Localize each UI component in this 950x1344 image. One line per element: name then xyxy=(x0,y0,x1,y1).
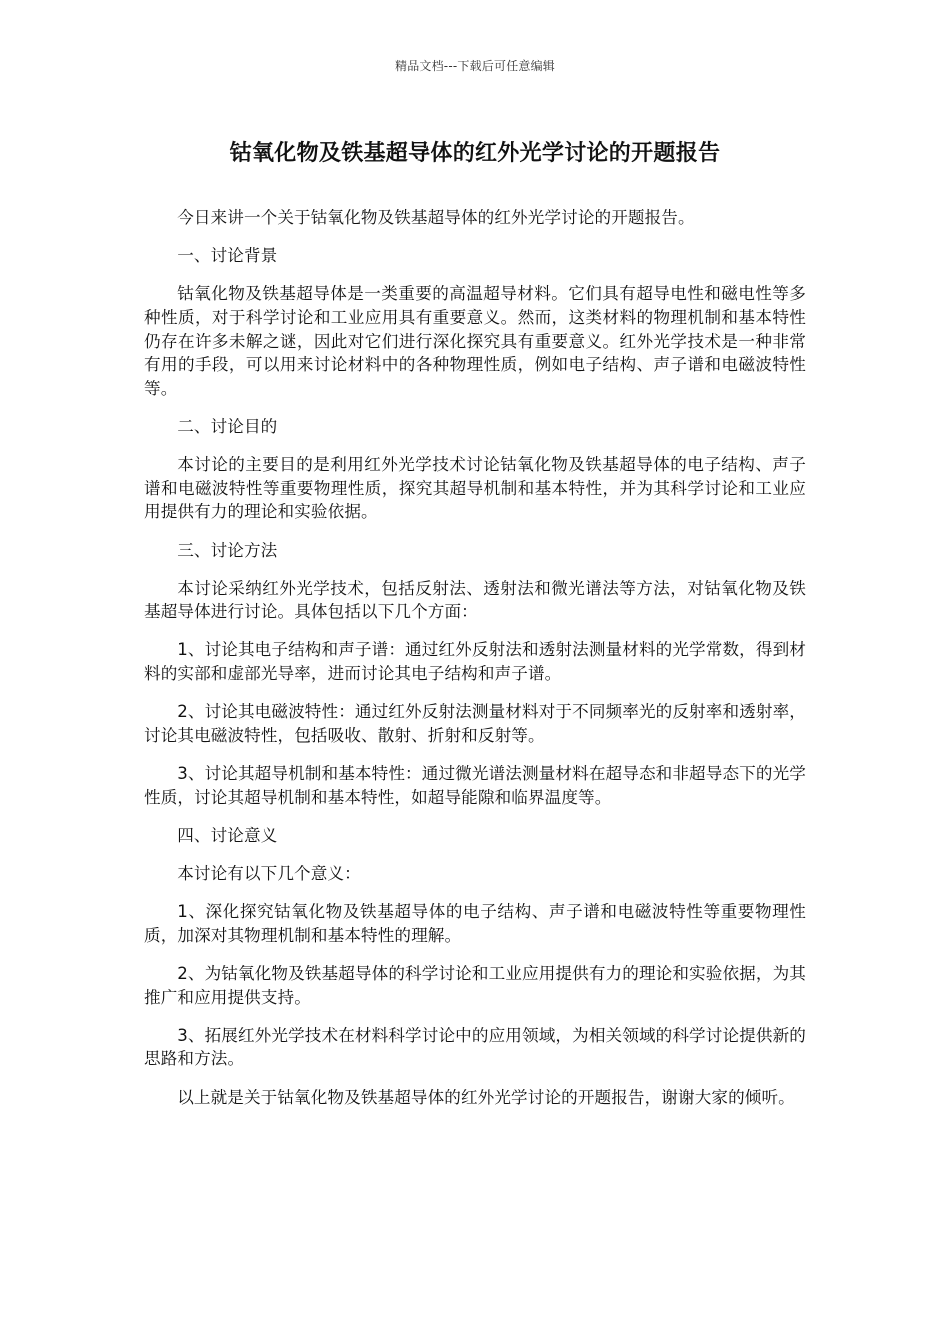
method-item-2: 2、讨论其电磁波特性：通过红外反射法测量材料对于不同频率光的反射率和透射率，讨论其电磁波特性，包括吸收、散射、折射和反射等。 xyxy=(144,702,806,745)
significance-item-2: 2、为钴氧化物及铁基超导体的科学讨论和工业应用提供有力的理论和实验依据，为其推广和应用提供支持。 xyxy=(144,963,806,1007)
method-paragraph: 本讨论采纳红外光学技术，包括反射法、透射法和微光谱法等方法，对钴氧化物及铁基超导体进行讨论。具体包括以下几个方面： xyxy=(144,578,806,622)
significance-item-1: 1、深化探究钴氧化物及铁基超导体的电子结构、声子谱和电磁波特性等重要物理性质，加深对其物理机制和基本特性的理解。 xyxy=(144,902,806,945)
section-heading-purpose: 二、讨论目的 xyxy=(177,416,278,436)
significance-item-3: 3、拓展红外光学技术在材料科学讨论中的应用领域，为相关领域的科学讨论提供新的思路和方法。 xyxy=(144,1025,806,1069)
closing-paragraph: 以上就是关于钴氧化物及铁基超导体的红外光学讨论的开题报告，谢谢大家的倾听。 xyxy=(177,1087,795,1107)
section-heading-method: 三、讨论方法 xyxy=(177,540,278,560)
section-heading-background: 一、讨论背景 xyxy=(177,246,278,266)
background-paragraph: 钴氧化物及铁基超导体是一类重要的高温超导材料。它们具有超导电性和磁电性等多种性质，对于科学讨论和工业应用具有重要意义。然而，这类材料的物理机制和基本特性仍存在许多未解之谜，因此对它们进行深化探究具有重要意义。红外光学技术是一种非常有用的手段，可以用来讨论材料中的各种物理性质，例如电子结构、声子谱和电磁波特性等。 xyxy=(144,284,806,398)
method-item-3: 3、讨论其超导机制和基本特性：通过微光谱法测量材料在超导态和非超导态下的光学性质，讨论其超导机制和基本特性，如超导能隙和临界温度等。 xyxy=(144,764,806,807)
document-title: 钴氧化物及铁基超导体的红外光学讨论的开题报告 xyxy=(229,141,721,166)
page-header-note: 精品文档---下载后可任意编辑 xyxy=(395,59,555,73)
section-heading-significance: 四、讨论意义 xyxy=(177,825,278,845)
intro-paragraph: 今日来讲一个关于钴氧化物及铁基超导体的红外光学讨论的开题报告。 xyxy=(177,208,695,227)
document-body xyxy=(144,206,806,1124)
purpose-paragraph: 本讨论的主要目的是利用红外光学技术讨论钴氧化物及铁基超导体的电子结构、声子谱和电磁波特性等重要物理性质，探究其超导机制和基本特性，并为其科学讨论和工业应用提供有力的理论和实验依据。 xyxy=(144,455,806,522)
method-item-1: 1、讨论其电子结构和声子谱：通过红外反射法和透射法测量材料的光学常数，得到材料的实部和虚部光导率，进而讨论其电子结构和声子谱。 xyxy=(144,640,806,684)
significance-intro: 本讨论有以下几个意义： xyxy=(177,864,361,883)
